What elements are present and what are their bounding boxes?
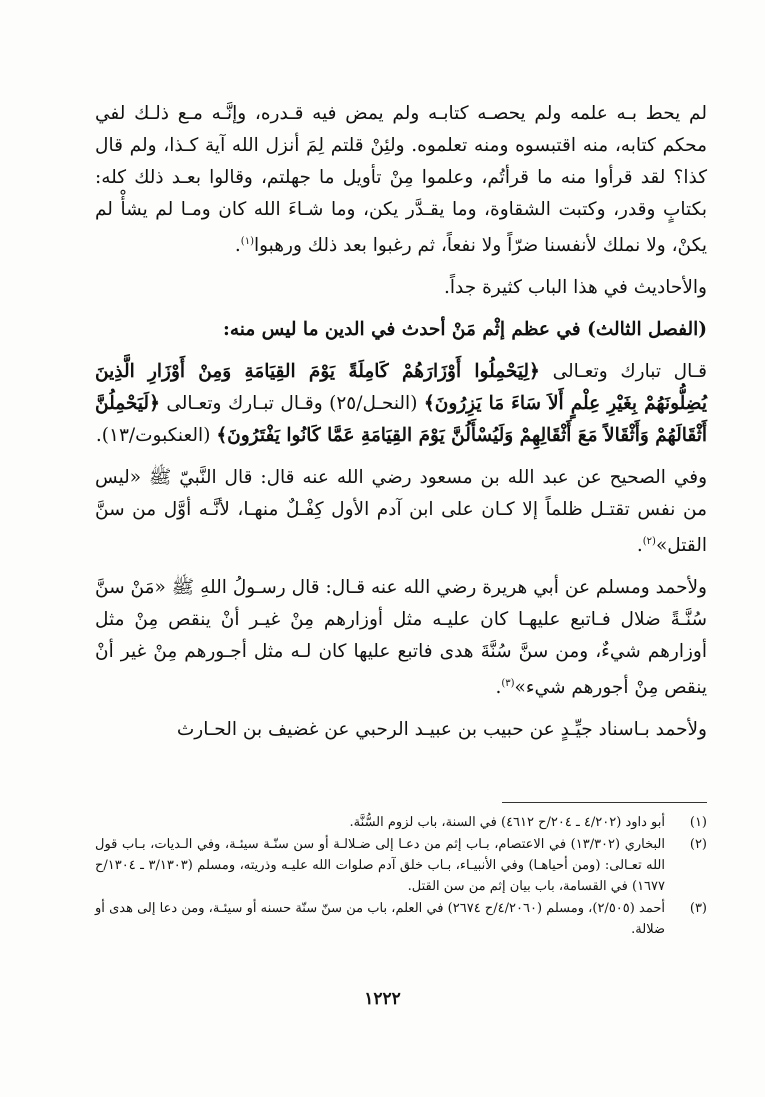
footnote-mark-1: (١): [240, 236, 254, 247]
section-heading: (الفصل الثالث) في عظم إثْم مَنْ أحدث في الدين ما ليس منه:: [223, 319, 707, 341]
paragraph-ibn-masud: وفي الصحيح عن عبد الله بن مسعود رضي الله عنه قال: قال النَّبيّ ﷺ «ليس من نفس تقتـل ظلماً إلا كـان على ابن آدم الأول كِفْـلٌ منهـا، لأنَّـه أوَّل من سنَّ القتل»$^{(٢)}$.: [95, 467, 707, 557]
footnote-number: (٢): [689, 837, 707, 852]
quran-ref-2: (العنكبوت/١٣).: [95, 425, 211, 447]
quran-verse-2: ﴿لَيَحْمِلُنَّ أَثْقَالَهُمْ وَأَثْقَالاً مَعَ أَثْقَالِهِمْ وَلَيُسْأَلُنَّ يَوْمَ القِيَامَةِ عَمَّا كَانُوا يَفْتَرُونَ﴾: [95, 393, 707, 447]
footnote-number: (١): [689, 815, 707, 830]
footnote-text: البخاري (١٣/٣٠٢) في الاعتصام، بـاب إثم من دعـا إلى ضـلالـة أو سن سنّـة سيئـة، وفي الـديات، بـاب قول الله تعـالى: (ومن أحياهـا) وفي الأنبيـاء، بـاب خلق آدم صلوات الله عليـه وذريته، ومسلم (٣/١٣٠٣ ـ ١٣٠٤/ح ١٦٧٧) في القسامة، باب بيان إثم من سن القتل.: [95, 837, 665, 894]
footnote-mark-3: (٣): [501, 678, 515, 690]
footnote-divider: [502, 802, 707, 803]
footnote-3: [95, 898, 707, 940]
quran-verse-1: ﴿لِيَحْمِلُوا أَوْزَارَهُمْ كَامِلَةً يَوْمَ القِيَامَةِ وَمِنْ أَوْزَارِ الَّذِينَ يُضِلُّونَهُمْ بِغَيْرِ عِلْمٍ أَلاَ سَاءَ مَا يَزِرُونَ﴾: [95, 361, 707, 415]
paragraph-abu-hurayra: ولأحمد ومسلم عن أبي هريرة رضي الله عنه قـال: قال رسـولُ اللهِ ﷺ «مَنْ سنَّ سُنَّـةً ضلال فـاتبع عليهـا كان عليـه مثل أوزارهم مِنْ غيـر أنْ ينقص مِنْ مثل أوزارهم شيءٌ، ومن سنَّ سُنَّةَ هدى فاتبع عليها كان لـه مثل أجـورهم مِنْ غير أنْ ينقص مِنْ أجورهم شيء»$^{(٣)}$.: [95, 577, 707, 699]
paragraph-quran: [95, 356, 707, 452]
main-text: [95, 98, 707, 756]
footnote-text: أبو داود (٤/٢٠٢ ـ ٢٠٤/ح ٤٦١٢) في السنة، باب لزوم السُّنَّة.: [349, 815, 665, 830]
footnote-number: (٣): [689, 901, 707, 916]
paragraph-continuation: لم يحط بـه علمه ولم يحصـه كتابـه ولم يمض فيه قـدره، وإنَّـه مـع ذلـك لفي محكم كتابه، منه اقتبسوه ومنه تعلموه. ولئِنْ قلتم لِمَ أنزل الله آية كـذا، ولم قال كذا؟ لقد قرأوا منه ما قرأتُم، وعلموا مِنْ تأويل ما جهلتم، وقالوا بعـد ذلك كله: بكتابٍ وقدر، وكتبت الشقاوة، وما يقـدَّر يكن، وما شـاءَ الله كان ومـا لم يشأْ لم يكنْ، ولا نملك لأنفسنا ضرّاً ولا نفعاً، ثم رغبوا بعد ذلك ورهبوا$^{(١)}$.: [95, 103, 707, 257]
footnotes: [95, 812, 707, 941]
paragraph-hadith-note: والأحاديث في هذا الباب كثيرة جداً.: [444, 277, 707, 299]
quran-ref-1: (النحـل/٢٥) وقـال تبـارك وتعـالى: [166, 393, 418, 415]
paragraph-text: وفي الصحيح عن عبد الله بن مسعود رضي الله عنه قال: قال النَّبيّ ﷺ «ليس من نفس تقتـل ظلماً إلا كـان على ابن آدم الأول كِفْـلٌ منهـا، لأنَّـه أوَّل من سنَّ القتل»: [95, 467, 707, 557]
paragraph-text: لم يحط بـه علمه ولم يحصـه كتابـه ولم يمض فيه قـدره، وإنَّـه مـع ذلـك لفي محكم كتابه، منه اقتبسوه ومنه تعلموه. ولئِنْ قلتم لِمَ أنزل الله آية كـذا، ولم قال كذا؟ لقد قرأوا منه ما قرأتُم، وعلموا مِنْ تأويل ما جهلتم، وقالوا بعـد ذلك كله: بكتابٍ وقدر، وكتبت الشقاوة، وما يقـدَّر يكن، وما شـاءَ الله كان ومـا لم يشأْ لم يكنْ، ولا نملك لأنفسنا ضرّاً ولا نفعاً، ثم رغبوا بعد ذلك ورهبوا: [95, 103, 707, 257]
page-number: ١٢٢٢: [364, 989, 401, 1009]
paragraph-text: ولأحمد ومسلم عن أبي هريرة رضي الله عنه قـال: قال رسـولُ اللهِ ﷺ «مَنْ سنَّ سُنَّـةً ضلال فـاتبع عليهـا كان عليـه مثل أوزارهم مِنْ غيـر أنْ ينقص مِنْ مثل أوزارهم شيءٌ، ومن سنَّ سُنَّةَ هدى فاتبع عليها كان لـه مثل أجـورهم مِنْ غير أنْ ينقص مِنْ أجورهم شيء»: [95, 577, 707, 699]
footnote-1: [95, 812, 707, 833]
footnote-2: [95, 834, 707, 897]
quran-intro: قـال تبارك وتعـالى: [552, 361, 708, 383]
paragraph-ahmad: ولأحمد بـاسناد جيِّـدٍ عن حبيب بن عبيـد الرحبي عن غضيف بن الحـارث: [176, 719, 707, 741]
footnote-mark-2: (٢): [642, 536, 656, 548]
footnote-text: أحمد (٢/٥٠٥)، ومسلم (٤/٢٠٦٠/ح ٢٦٧٤) في العلم، باب من سنّ سنّة حسنه أو سيئـة، ومن دعا إلى هدى أو ضلالة.: [95, 901, 666, 937]
